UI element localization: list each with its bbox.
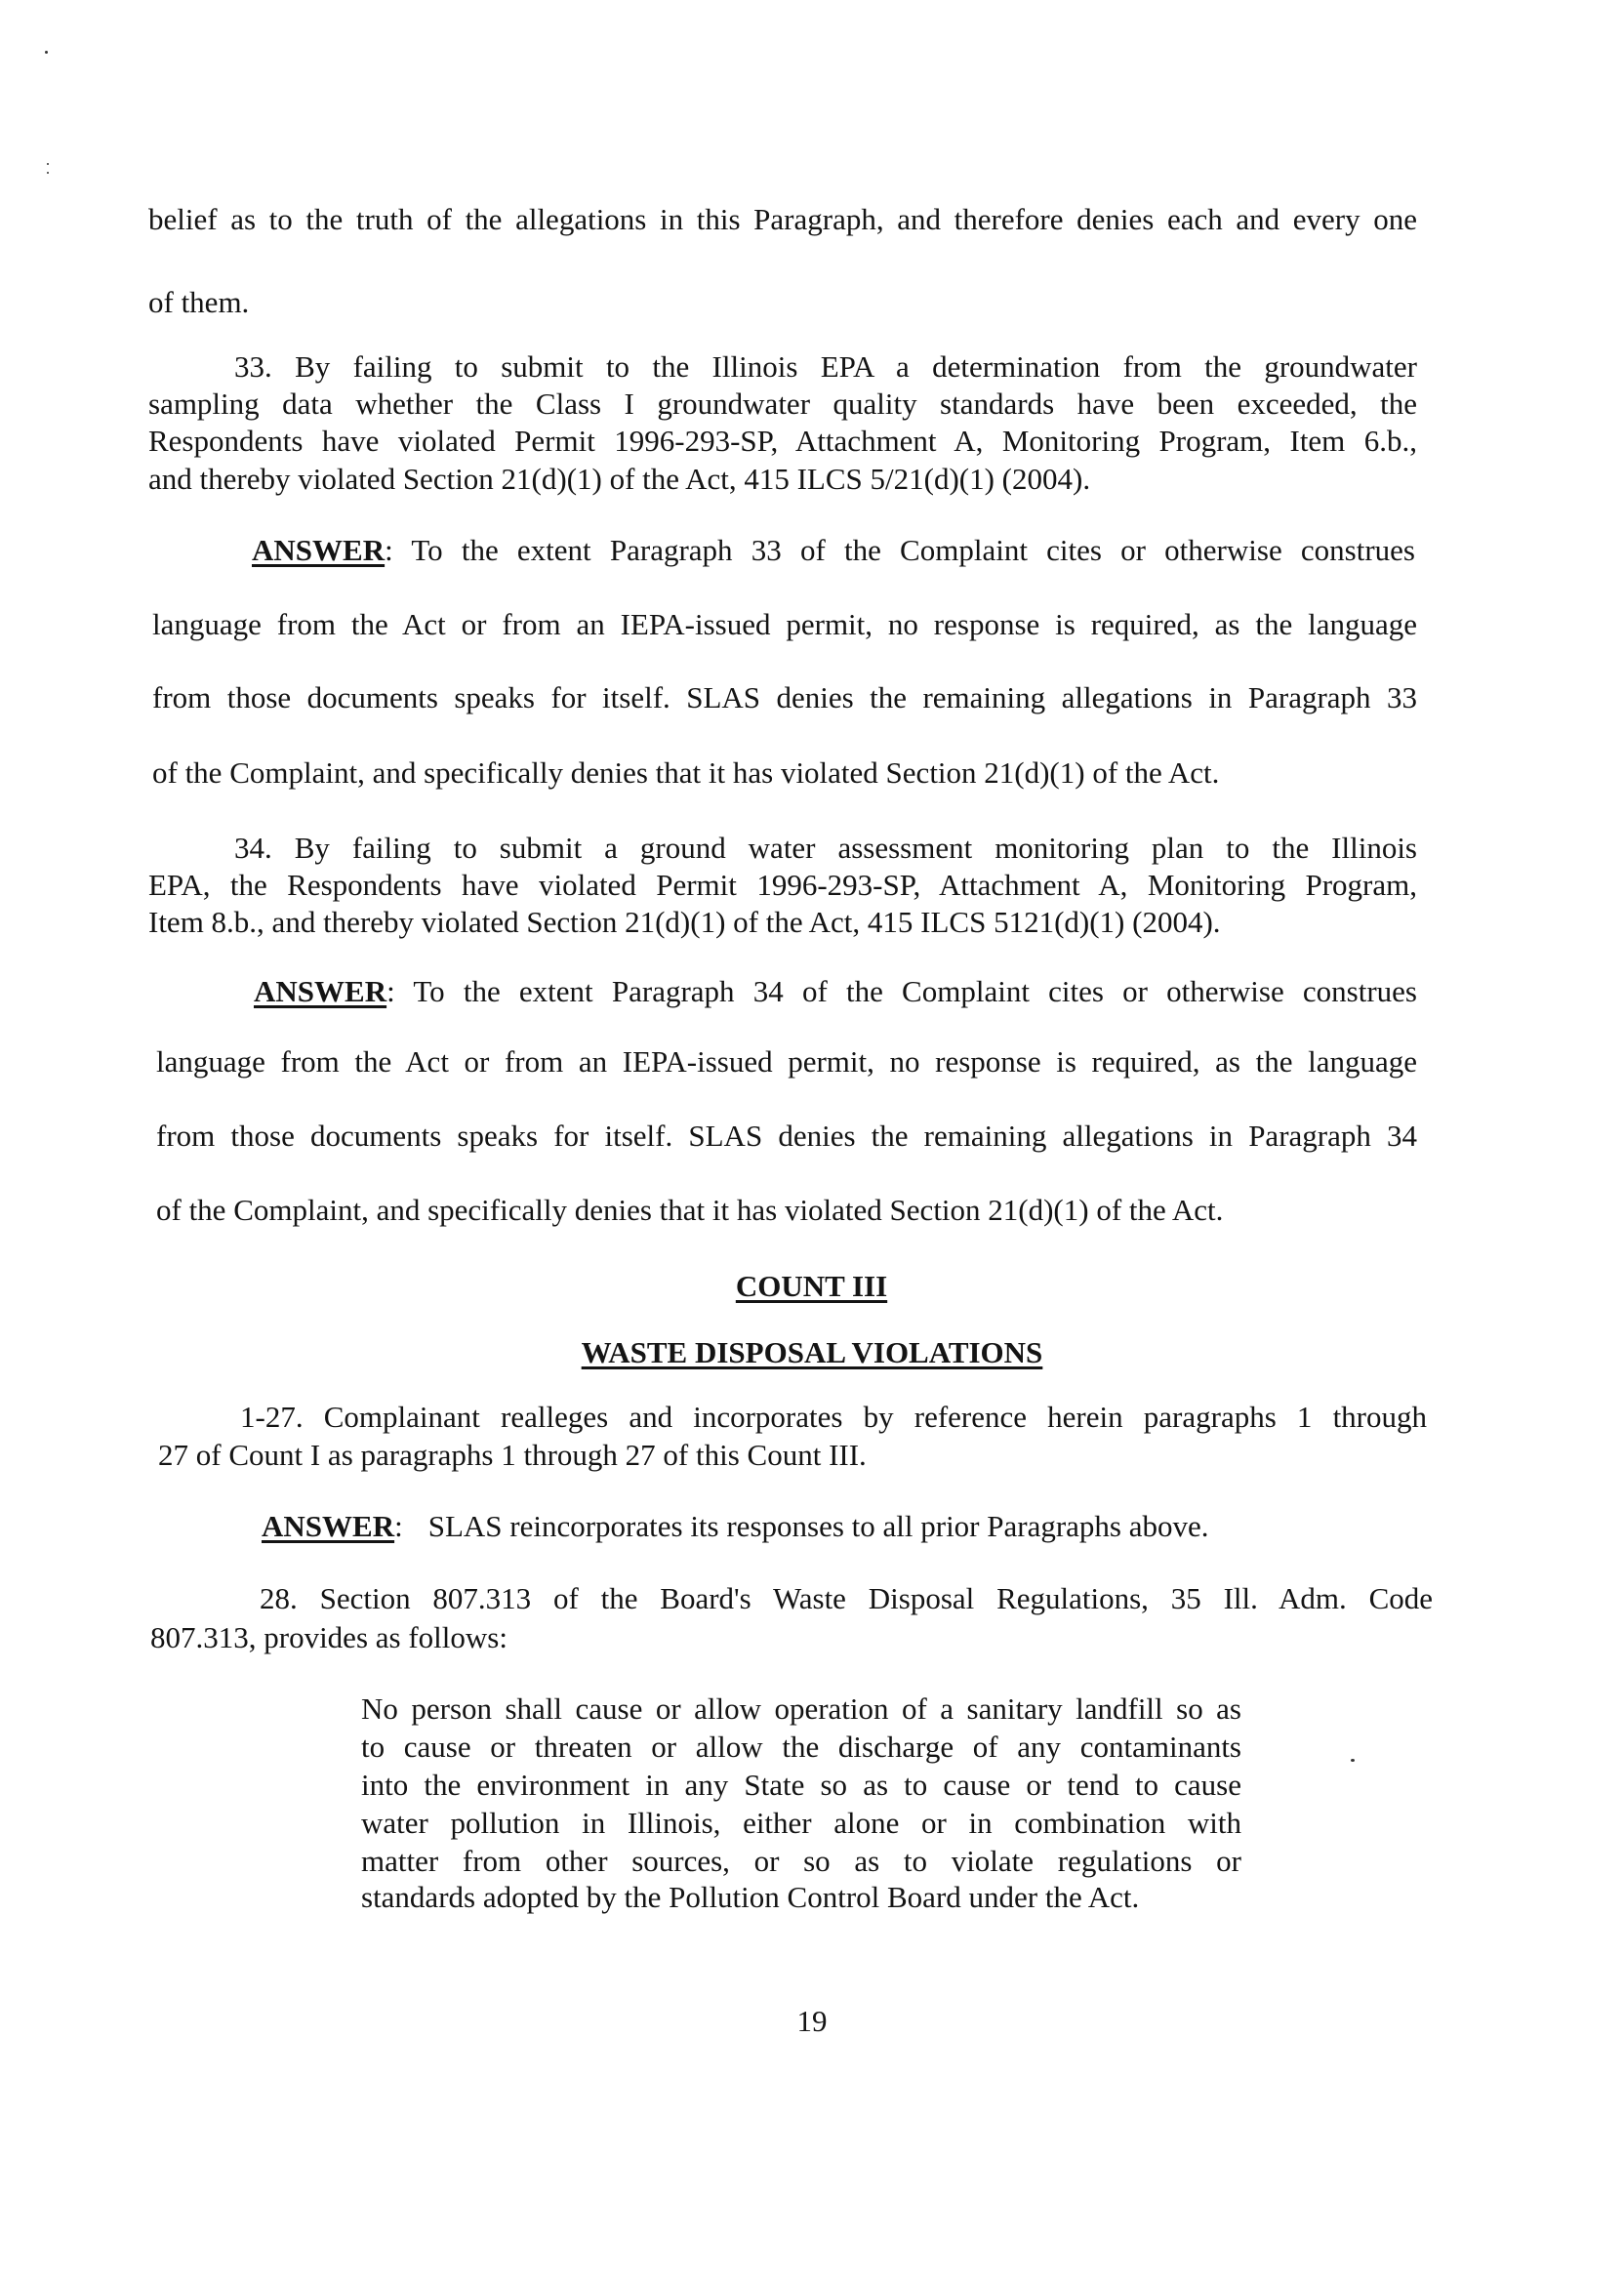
para33-number: 33.	[234, 349, 272, 384]
answer34-line-4: of the Complaint, and specifically denies that it has violated Section 21(d)(1) of the Act.	[156, 1193, 1224, 1227]
answer34-label: ANSWER	[254, 974, 387, 1008]
answer33-line-3: from those documents speaks for itself. SLAS denies the remaining allegations in Paragraph 33	[152, 680, 1417, 714]
answer34-line-2: language from the Act or from an IEPA-issued permit, no response is required, as the language	[156, 1044, 1417, 1079]
answer1-27-text: SLAS reincorporates its responses to all prior Paragraphs above.	[427, 1509, 1209, 1543]
answer33-text-1: To the extent Paragraph 33 of the Complaint cites or otherwise construes	[411, 533, 1415, 567]
quote-line-1: No person shall cause or allow operation of a sanitary landfill so as	[361, 1691, 1241, 1726]
scan-speck	[1351, 1759, 1355, 1762]
scan-speck	[47, 163, 49, 165]
para34-line-3: Item 8.b., and thereby violated Section 21(d)(1) of the Act, 415 ILCS 5121(d)(1) (2004).	[148, 905, 1221, 939]
quote-line-4: water pollution in Illinois, either alone or in combination with	[361, 1806, 1241, 1840]
quote-line-2: to cause or threaten or allow the discharge of any contaminants	[361, 1730, 1241, 1764]
para28-number: 28.	[260, 1581, 298, 1615]
count-subtitle-text: WASTE DISPOSAL VIOLATIONS	[581, 1335, 1043, 1369]
para33-line-3: Respondents have violated Permit 1996-293-SP, Attachment A, Monitoring Program, Item 6.b.,	[148, 424, 1417, 458]
quote-line-6: standards adopted by the Pollution Control Board under the Act.	[361, 1880, 1140, 1914]
scan-speck	[45, 51, 48, 54]
para34-line-2: EPA, the Respondents have violated Permit 1996-293-SP, Attachment A, Monitoring Program,	[148, 868, 1417, 902]
para28-text-1: Section 807.313 of the Board's Waste Disposal Regulations, 35 Ill. Adm. Code	[319, 1581, 1434, 1615]
answer34-colon: :	[386, 974, 395, 1008]
answer33-line-1	[252, 533, 1415, 568]
page-number: 19	[796, 2004, 828, 2038]
answer33-line-2: language from the Act or from an IEPA-issued permit, no response is required, as the language	[152, 607, 1417, 641]
intro-line-1: belief as to the truth of the allegations in this Paragraph, and therefore denies each and every one	[148, 202, 1417, 236]
count-title	[0, 1269, 1624, 1304]
para1-27-number: 1-27.	[240, 1400, 304, 1434]
scan-speck	[47, 172, 49, 174]
para34-text-1: By failing to submit a ground water assessment monitoring plan to the Illinois	[294, 831, 1417, 865]
count-title-text: COUNT III	[735, 1269, 888, 1303]
para33-line-1	[234, 349, 1417, 385]
quote-line-5: matter from other sources, or so as to violate regulations or	[361, 1844, 1241, 1878]
para34-line-1	[234, 831, 1417, 866]
answer34-line-1	[254, 974, 1417, 1009]
answer1-27-colon: :	[394, 1509, 403, 1543]
para1-27-line-1	[240, 1400, 1427, 1435]
answer34-text-1: To the extent Paragraph 34 of the Complaint cites or otherwise construes	[413, 974, 1417, 1008]
answer1-27-line	[262, 1509, 1209, 1544]
answer34-line-3: from those documents speaks for itself. SLAS denies the remaining allegations in Paragraph 34	[156, 1119, 1417, 1153]
para28-line-1	[260, 1581, 1433, 1616]
para34-number: 34.	[234, 831, 272, 865]
para33-line-4: and thereby violated Section 21(d)(1) of the Act, 415 ILCS 5/21(d)(1) (2004).	[148, 462, 1091, 496]
para28-line-2: 807.313, provides as follows:	[150, 1620, 508, 1654]
para1-27-text-1: Complainant realleges and incorporates by reference herein paragraphs 1 through	[323, 1400, 1427, 1434]
answer1-27-label: ANSWER	[262, 1509, 395, 1543]
quote-line-3: into the environment in any State so as to cause or tend to cause	[361, 1768, 1241, 1802]
answer33-colon: :	[385, 533, 393, 567]
para1-27-line-2: 27 of Count I as paragraphs 1 through 27 of this Count III.	[158, 1438, 867, 1472]
para33-text-1: By failing to submit to the Illinois EPA a determination from the groundwater	[295, 349, 1418, 384]
count-subtitle	[0, 1335, 1624, 1370]
answer33-label: ANSWER	[252, 533, 386, 567]
intro-line-2: of them.	[148, 285, 250, 319]
para33-line-2: sampling data whether the Class I groundwater quality standards have been exceeded, the	[148, 387, 1417, 421]
answer33-line-4: of the Complaint, and specifically denies that it has violated Section 21(d)(1) of the Act.	[152, 755, 1220, 790]
